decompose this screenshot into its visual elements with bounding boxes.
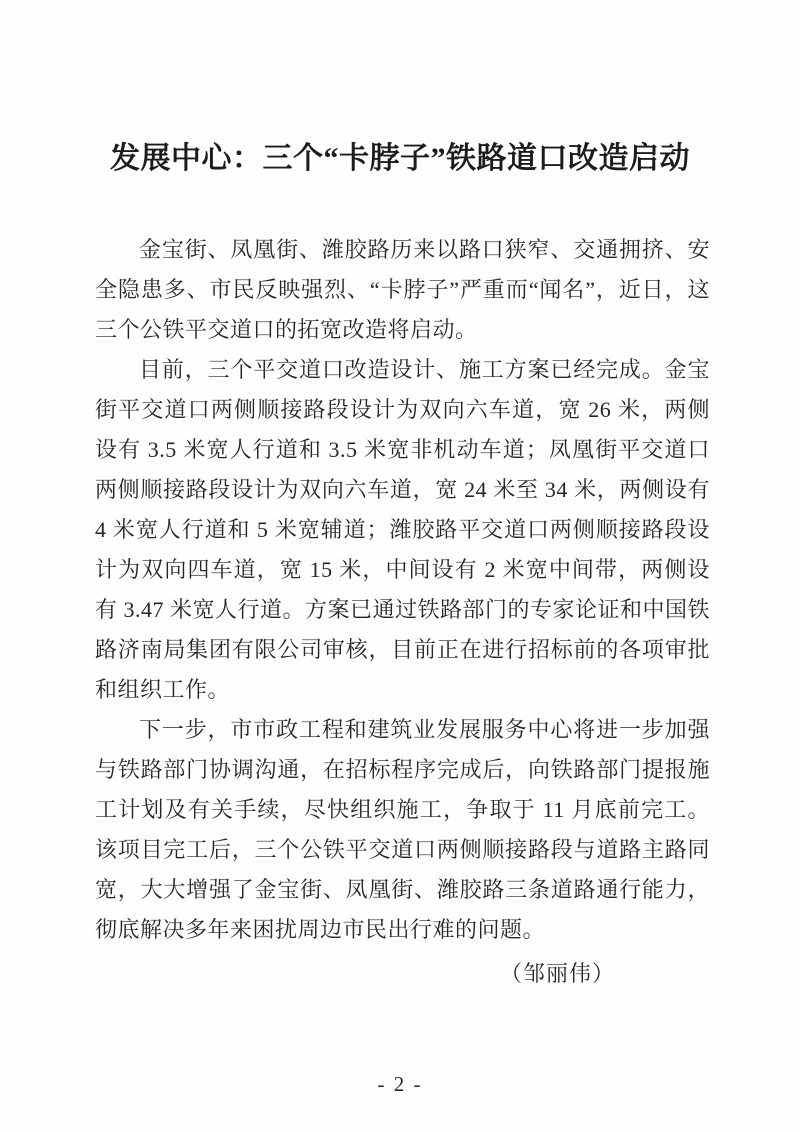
paragraph-intro: 金宝街、凤凰街、潍胶路历来以路口狭窄、交通拥挤、安全隐患多、市民反映强烈、“卡脖子”严重而“闻名”，近日，这三个公铁平交道口的拓宽改造将启动。: [95, 237, 710, 342]
page-number: - 2 -: [377, 1072, 423, 1096]
paragraph-next-steps: 下一步，市市政工程和建筑业发展服务中心将进一步加强与铁路部门协调沟通，在招标程序完成后，向铁路部门提报施工计划及有关手续，尽快组织施工，争取于 11 月底前完工。该项目完工后，三个公铁平交道口两侧顺接路段与道路主路同宽，大大增强了金宝街、凤凰街、潍胶路三条道路通行能力，彻底解决多年来困扰周边市民出行难的问题。: [95, 717, 710, 942]
document-title: 发展中心：三个“卡脖子”铁路道口改造启动: [110, 142, 690, 175]
paragraph-design-details: 目前，三个平交道口改造设计、施工方案已经完成。金宝街平交道口两侧顺接路段设计为双向六车道，宽 26 米，两侧设有 3.5 米宽人行道和 3.5 米宽非机动车道；凤凰街平交道口两侧顺接路段设计为双向六车道，宽 24 米至 34 米，两侧设有 4 米宽人行道和 5 米宽辅道；潍胶路平交道口两侧顺接路段设计为双向四车道，宽 15 米，中间设有 2 米宽中间带，两侧设有 3.47 米宽人行道。方案已通过铁路部门的专家论证和中国铁路济南局集团有限公司审核，目前正在进行招标前的各项审批和组织工作。: [95, 357, 711, 702]
document-body: [95, 230, 710, 950]
author-signature: （邹丽伟）: [499, 961, 615, 986]
